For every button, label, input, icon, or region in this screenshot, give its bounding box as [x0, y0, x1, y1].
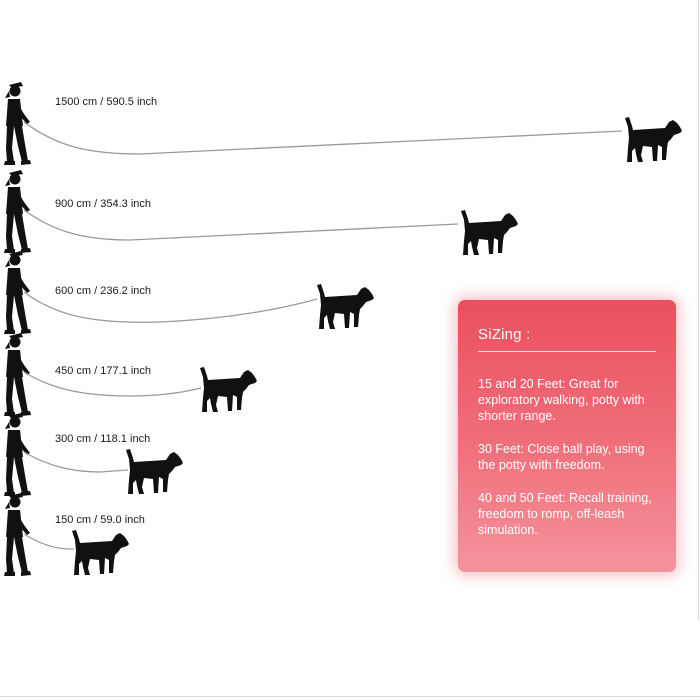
leash-row — [4, 170, 518, 255]
leash-row — [4, 82, 682, 165]
leash-row — [4, 413, 183, 496]
dog-silhouette-icon — [461, 210, 518, 255]
leash-line — [24, 210, 458, 240]
dog-silhouette-icon — [126, 449, 183, 494]
leash-line — [24, 452, 128, 472]
frame-divider — [0, 696, 700, 697]
person-walking-icon — [4, 493, 31, 576]
leash-row — [4, 333, 257, 416]
length-label: 1500 cm / 590.5 inch — [55, 96, 158, 108]
leash-line — [24, 534, 74, 549]
person-walking-icon — [4, 251, 31, 334]
leash-row — [4, 251, 374, 334]
length-label: 450 cm / 177.1 inch — [55, 365, 152, 377]
length-label: 300 cm / 118.1 inch — [55, 433, 151, 445]
person-walking-icon — [4, 413, 31, 496]
dog-silhouette-icon — [625, 117, 682, 162]
leash-row — [4, 493, 145, 576]
sizing-card — [458, 300, 676, 572]
length-label: 900 cm / 354.3 inch — [55, 198, 152, 210]
dog-silhouette-icon — [317, 284, 374, 329]
sizing-title: SiZing : — [478, 326, 656, 352]
dog-silhouette-icon — [72, 530, 129, 575]
frame-divider — [698, 0, 699, 620]
sizing-item: 40 and 50 Feet: Recall training, freedom to romp, off-leash simulation. — [478, 491, 652, 537]
length-label: 600 cm / 236.2 inch — [55, 285, 152, 297]
length-label: 150 cm / 59.0 inch — [55, 514, 145, 526]
sizing-item: 15 and 20 Feet: Great for exploratory walking, potty with shorter range. — [478, 377, 645, 423]
dog-silhouette-icon — [200, 367, 257, 412]
leash-line — [24, 122, 622, 154]
sizing-item: 30 Feet: Close ball play, using the potty with freedom. — [478, 442, 645, 472]
